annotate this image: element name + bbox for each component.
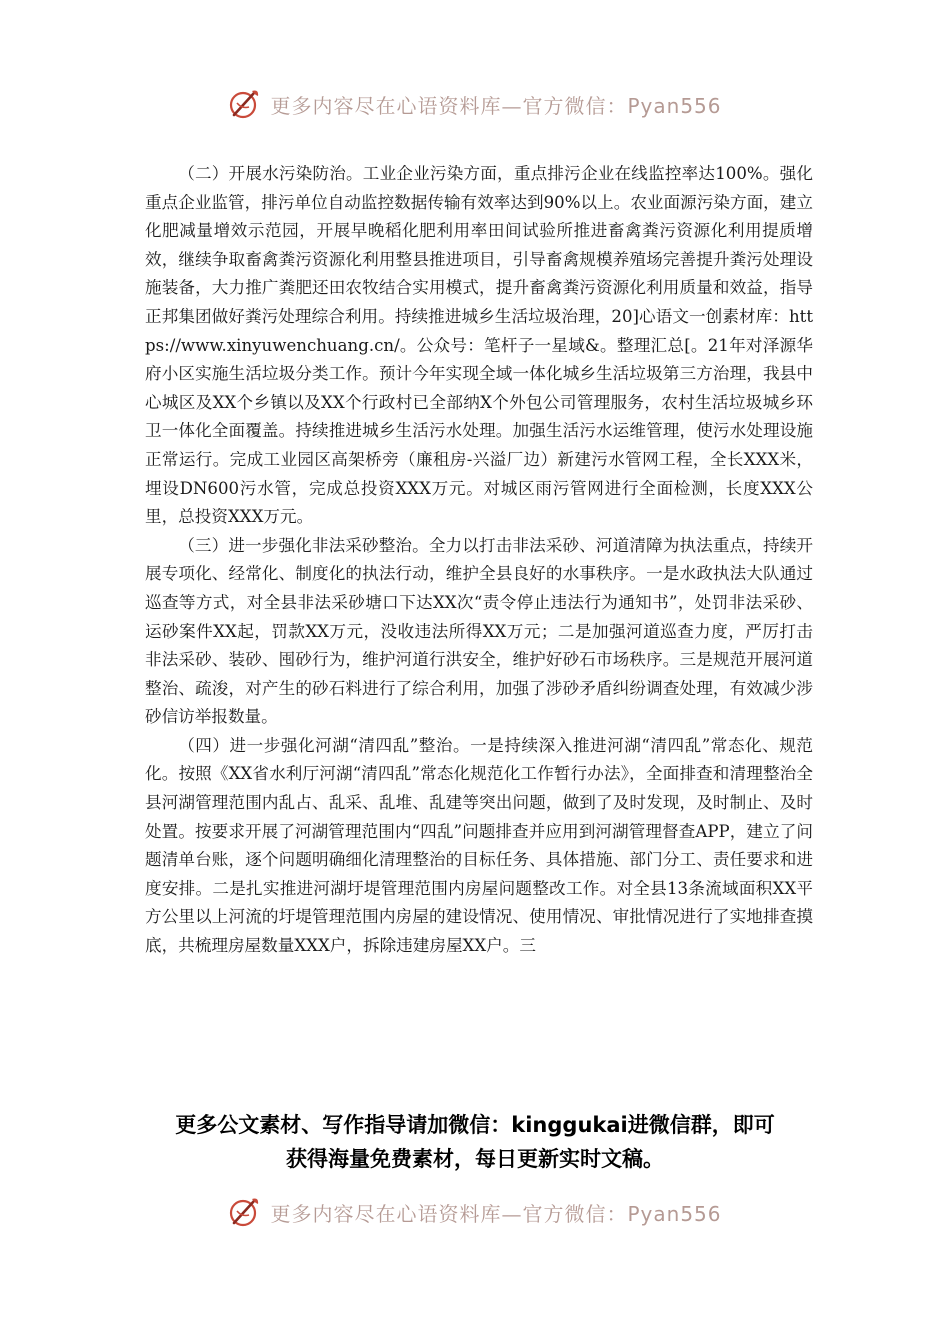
brush-logo-icon xyxy=(228,87,262,121)
footer-wechat-id: Pyan556 xyxy=(627,1201,722,1226)
header-watermark-banner xyxy=(0,84,950,124)
header-wechat-id: Pyan556 xyxy=(627,93,722,118)
header-banner-text xyxy=(270,90,721,119)
promo-notice xyxy=(0,1108,950,1176)
footer-watermark-banner xyxy=(0,1192,950,1232)
paragraph-illegal-sand-mining: （三）进一步强化非法采砂整治。全力以打击非法采砂、河道清障为执法重点，持续开展专项化、经常化、制度化的执法行动，维护全县良好的水事秩序。一是水政执法大队通过巡查等方式，对全县非法采砂塘口下达XX次“责令停止违法行为通知书”，处罚非法采砂、运砂案件XX起，罚款XX万元，没收违法所得XX万元；二是加强河道巡查力度，严厉打击非法采砂、装砂、囤砂行为，维护河道行洪安全，维护好砂石市场秩序。三是规范开展河道整治、疏浚，对产生的砂石料进行了综合利用，加强了涉砂矛盾纠纷调查处理，有效减少涉砂信访举报数量。 xyxy=(145,535,813,727)
promo-line-1: 更多公文素材、写作指导请加微信：kinggukai进微信群，即可 xyxy=(175,1113,775,1137)
paragraph-water-pollution: （二）开展水污染防治。工业企业污染方面，重点排污企业在线监控率达100%。强化重点企业监管，排污单位自动监控数据传输有效率达到90%以上。农业面源污染方面，建立化肥减量增效示范园，开展早晚稻化肥利用率田间试验所推进畜禽粪污资源化利用提质增效，继续争取畜禽粪污资源化利用整县推进项目，引导畜禽规模养殖场完善提升粪污处理设施装备，大力推广粪肥还田农牧结合实用模式，提升畜禽粪污资源化利用质量和效益，指导正邦集团做好粪污处理综合利用。持续推进城乡生活垃圾治理，20]心语文一创素材库：https://www.xinyuwenchuang.cn/。公众号：笔杆子一星域&。整理汇总[。21年对泽源华府小区实施生活垃圾分类工作。预计今年实现全域一体化城乡生活垃圾第三方治理，我县中心城区及XX个乡镇以及XX个行政村已全部纳X个外包公司管理服务，农村生活垃圾城乡环卫一体化全面覆盖。持续推进城乡生活污水处理。加强生活污水运维管理，使污水处理设施正常运行。完成工业园区高架桥旁（廉租房-兴溢厂边）新建污水管网工程，全长XXX米，埋设DN600污水管，完成总投资XXX万元。对城区雨污管网进行全面检测，长度XXX公里，总投资XXX万元。 xyxy=(145,164,813,527)
paragraph-rivers-lakes-cleanup: （四）进一步强化河湖“清四乱”整治。一是持续深入推进河湖“清四乱”常态化、规范化。按照《XX省水利厅河湖“清四乱”常态化规范化工作暂行办法》，全面排查和清理整治全县河湖管理范围内乱占、乱采、乱堆、乱建等突出问题，做到了及时发现，及时制止、及时处置。按要求开展了河湖管理范围内“四乱”问题排查并应用到河湖管理督查APP，建立了问题清单台账，逐个问题明确细化清理整治的目标任务、具体措施、部门分工、责任要求和进度安排。二是扎实推进河湖圩堤管理范围内房屋问题整改工作。对全县13条流域面积XX平方公里以上河流的圩堤管理范围内房屋的建设情况、使用情况、审批情况进行了实地排查摸底，共梳理房屋数量XXX户，拆除违建房屋XX户。三 xyxy=(145,735,813,956)
document-body xyxy=(145,160,813,961)
footer-banner-label: 更多内容尽在心语资料库—官方微信： xyxy=(270,1201,628,1226)
brush-logo-icon xyxy=(228,1195,262,1229)
header-banner-label: 更多内容尽在心语资料库—官方微信： xyxy=(270,93,628,118)
promo-line-2: 获得海量免费素材，每日更新实时文稿。 xyxy=(286,1147,664,1171)
footer-banner-text xyxy=(270,1198,721,1227)
